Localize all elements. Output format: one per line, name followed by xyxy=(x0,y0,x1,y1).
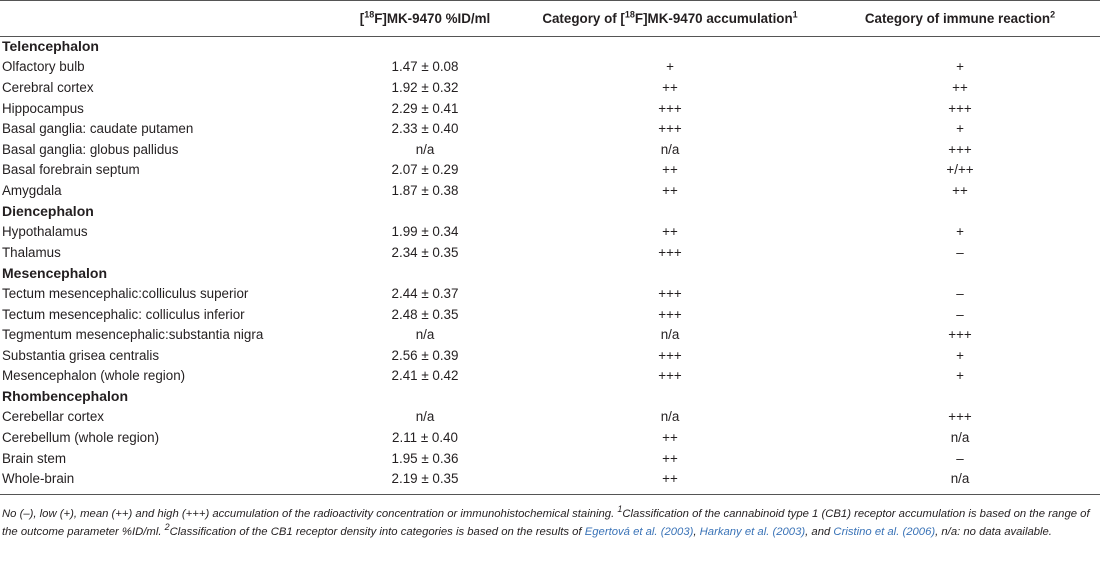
id-per-ml-cell: 2.07 ± 0.29 xyxy=(391,162,459,178)
section-title: Rhombencephalon xyxy=(2,388,129,405)
table-row xyxy=(0,366,1100,387)
immune-category-cell: + xyxy=(956,368,964,384)
bottom-rule xyxy=(0,494,1100,495)
immune-category-cell: ++ xyxy=(952,182,968,198)
table-row xyxy=(0,77,1100,98)
id-per-ml-cell: 2.56 ± 0.39 xyxy=(391,347,459,363)
region-cell: Basal ganglia: globus pallidus xyxy=(2,141,179,157)
immune-category-cell: + xyxy=(956,59,964,75)
region-cell: Basal ganglia: caudate putamen xyxy=(2,121,194,137)
immune-category-cell: +/++ xyxy=(946,162,974,178)
id-per-ml-cell: 1.95 ± 0.36 xyxy=(391,450,459,466)
region-cell: Whole-brain xyxy=(2,471,75,487)
table-row xyxy=(0,407,1100,428)
immune-category-cell: +++ xyxy=(948,141,972,157)
id-per-ml-cell: 2.44 ± 0.37 xyxy=(391,285,459,301)
reference-link-cristino[interactable]: Cristino et al. (2006) xyxy=(833,526,936,538)
immune-category-cell: + xyxy=(956,224,964,240)
id-per-ml-cell: 1.92 ± 0.32 xyxy=(391,79,459,95)
header-id-per-ml: [$^{18}$F]MK-9470 %ID/ml xyxy=(359,9,491,26)
id-per-ml-cell: n/a xyxy=(415,409,435,425)
accumulation-category-cell: ++ xyxy=(662,471,678,487)
accumulation-category-cell: +++ xyxy=(658,121,682,137)
region-cell: Tectum mesencephalic: colliculus inferior xyxy=(2,306,245,322)
accumulation-category-cell: +++ xyxy=(658,347,682,363)
region-cell: Mesencephalon (whole region) xyxy=(2,368,186,384)
accumulation-category-cell: ++ xyxy=(662,450,678,466)
region-cell: Cerebellar cortex xyxy=(2,409,104,425)
table-row xyxy=(0,468,1100,489)
id-per-ml-cell: n/a xyxy=(415,141,435,157)
immune-category-cell: +++ xyxy=(948,409,972,425)
id-per-ml-cell: 1.99 ± 0.34 xyxy=(391,224,459,240)
table-row xyxy=(0,98,1100,119)
region-cell: Thalamus xyxy=(2,244,61,260)
accumulation-category-cell: ++ xyxy=(662,430,678,446)
region-cell: Brain stem xyxy=(2,450,66,466)
accumulation-category-cell: +++ xyxy=(658,100,682,116)
region-cell: Tectum mesencephalic:colliculus superior xyxy=(2,285,249,301)
table-row xyxy=(0,324,1100,345)
id-per-ml-cell: 2.41 ± 0.42 xyxy=(391,368,459,384)
header-region xyxy=(0,0,330,36)
accumulation-category-cell: +++ xyxy=(658,368,682,384)
accumulation-category-cell: +++ xyxy=(658,285,682,301)
section-header-row xyxy=(0,386,1100,407)
table-footnote: No (–), low (+), mean (++) and high (+++) accumulation of the radioactivity concentration or immunohistochemical staining. $^1$Classification of the cannabinoid type 1 (CB1) receptor accumulation is based on the range of the outcome parameter %ID/ml. $^2$Classification of the CB1 receptor density into categories is based on the results of Egertová et al. (2003), Harkany et al. (2003), and Cristino et al. (2006), n/a: no data available. xyxy=(2,504,1090,538)
section-title: Telencephalon xyxy=(2,38,99,55)
accumulation-category-cell: +++ xyxy=(658,306,682,322)
section-header-row xyxy=(0,201,1100,222)
section-header-row xyxy=(0,36,1100,57)
accumulation-category-cell: ++ xyxy=(662,162,678,178)
header-immune-category: Category of immune reaction$^2$ xyxy=(864,9,1056,26)
accumulation-category-cell: n/a xyxy=(660,141,680,157)
section-title: Mesencephalon xyxy=(2,264,108,281)
immune-category-cell: +++ xyxy=(948,100,972,116)
table-body xyxy=(0,36,1100,489)
region-cell: Cerebellum (whole region) xyxy=(2,430,160,446)
id-per-ml-cell: n/a xyxy=(415,327,435,343)
accumulation-category-cell: ++ xyxy=(662,182,678,198)
table-row xyxy=(0,304,1100,325)
id-per-ml-cell: 1.47 ± 0.08 xyxy=(391,59,459,75)
region-cell: Olfactory bulb xyxy=(2,59,85,75)
immune-category-cell: – xyxy=(956,244,964,260)
region-cell: Amygdala xyxy=(2,182,62,198)
reference-link-egertova[interactable]: Egertová et al. (2003) xyxy=(584,526,694,538)
header-row xyxy=(0,0,1100,36)
header-accumulation-category: Category of [$^{18}$F]MK-9470 accumulation$^1$ xyxy=(542,9,798,26)
immune-category-cell: ++ xyxy=(952,79,968,95)
table-row xyxy=(0,180,1100,201)
id-per-ml-cell: 2.11 ± 0.40 xyxy=(392,430,458,446)
id-per-ml-cell: 2.48 ± 0.35 xyxy=(391,306,459,322)
id-per-ml-cell: 2.34 ± 0.35 xyxy=(391,244,459,260)
table-row xyxy=(0,448,1100,469)
immune-category-cell: + xyxy=(956,121,964,137)
table-row xyxy=(0,345,1100,366)
immune-category-cell: n/a xyxy=(950,471,970,487)
region-cell: Basal forebrain septum xyxy=(2,162,140,178)
accumulation-category-cell: +++ xyxy=(658,244,682,260)
section-title: Diencephalon xyxy=(2,203,94,220)
id-per-ml-cell: 2.19 ± 0.35 xyxy=(391,471,459,487)
table-row xyxy=(0,160,1100,181)
immune-category-cell: – xyxy=(956,450,964,466)
region-cell: Hypothalamus xyxy=(2,224,88,240)
table-row xyxy=(0,57,1100,78)
immune-category-cell: + xyxy=(956,347,964,363)
accumulation-category-cell: ++ xyxy=(662,224,678,240)
id-per-ml-cell: 2.29 ± 0.41 xyxy=(391,100,459,116)
region-cell: Substantia grisea centralis xyxy=(2,347,160,363)
accumulation-category-cell: + xyxy=(666,59,674,75)
immune-category-cell: – xyxy=(956,306,964,322)
table-row xyxy=(0,242,1100,263)
immune-category-cell: n/a xyxy=(950,430,970,446)
region-cell: Cerebral cortex xyxy=(2,79,94,95)
accumulation-category-cell: n/a xyxy=(660,327,680,343)
table-row xyxy=(0,427,1100,448)
region-cell: Hippocampus xyxy=(2,100,84,116)
table-row xyxy=(0,139,1100,160)
id-per-ml-cell: 1.87 ± 0.38 xyxy=(391,182,459,198)
id-per-ml-cell: 2.33 ± 0.40 xyxy=(391,121,459,137)
immune-category-cell: – xyxy=(956,285,964,301)
immune-category-cell: +++ xyxy=(948,327,972,343)
table-row xyxy=(0,221,1100,242)
table-row xyxy=(0,283,1100,304)
accumulation-category-cell: n/a xyxy=(660,409,680,425)
section-header-row xyxy=(0,263,1100,284)
region-cell: Tegmentum mesencephalic:substantia nigra xyxy=(2,327,264,343)
accumulation-category-cell: ++ xyxy=(662,79,678,95)
table-row xyxy=(0,118,1100,139)
reference-link-harkany[interactable]: Harkany et al. (2003) xyxy=(699,526,806,538)
